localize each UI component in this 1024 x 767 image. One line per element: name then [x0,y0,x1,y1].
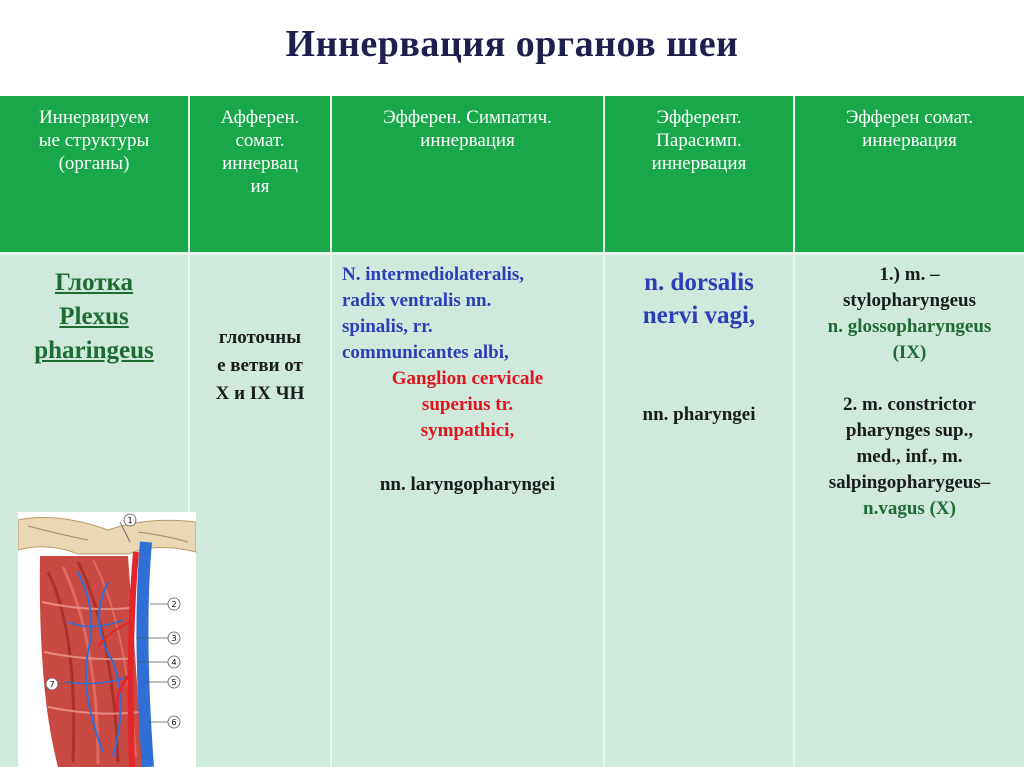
somatic-item-1: 1.) m. – stylopharyngeus [842,264,977,311]
header-parasympathetic: Эфферент. Парасимп. иннервация [651,107,747,174]
cell-sympathetic [332,262,603,498]
sympathetic-nerves: nn. laryngopharyngei [379,474,556,495]
illus-label-5: 5 [171,678,177,687]
illus-label-1: 1 [127,516,133,525]
innervation-table [0,96,1024,767]
illus-label-2: 2 [171,600,177,609]
illus-label-3: 3 [171,634,177,643]
cell-somatic [795,262,1024,522]
slide-title: Иннервация органов шеи [285,23,739,65]
header-afferent: Афферен. сомат. иннервац ия [220,107,300,197]
pharynx-illustration [18,512,196,767]
illus-label-7: 7 [49,680,55,689]
organ-plexus: Plexus [59,303,129,330]
cell-afferent: глоточны е ветви от X и IX ЧН [215,327,305,404]
sympathetic-ganglion: Ganglion cervicale superius tr. sympathici, [391,368,544,441]
parasympathetic-nerves: nn. pharyngei [642,404,756,425]
header-somatic: Эфферен сомат. иннервация [845,107,974,151]
cell-organ [0,266,188,368]
somatic-item-2: 2. m. constrictor pharynges sup., med., inf., m. salpingopharygeus– [828,394,991,493]
somatic-item-2-nerve: n.vagus (X) [863,498,956,519]
parasympathetic-nucleus: n. dorsalis nervi vagi, [642,269,756,329]
header-sympathetic: Эфферен. Симпатич. иннервация [383,107,552,151]
row-divider [0,252,1024,255]
organ-name: Глотка [54,269,134,296]
somatic-item-1-nerve: n. glossopharyngeus (IX) [827,316,992,363]
organ-plexus: pharingeus [34,337,154,364]
illus-label-4: 4 [171,658,177,667]
column-divider [603,96,605,767]
illus-label-6: 6 [171,718,177,727]
sympathetic-pathway: N. intermediolateralis, radix ventralis nn. spinalis, rr. communicantes albi, [342,264,525,363]
header-organs: Иннервируем ые структуры (органы) [38,107,150,174]
cell-parasympathetic [605,266,793,428]
pharynx-anatomy-image [18,512,196,767]
